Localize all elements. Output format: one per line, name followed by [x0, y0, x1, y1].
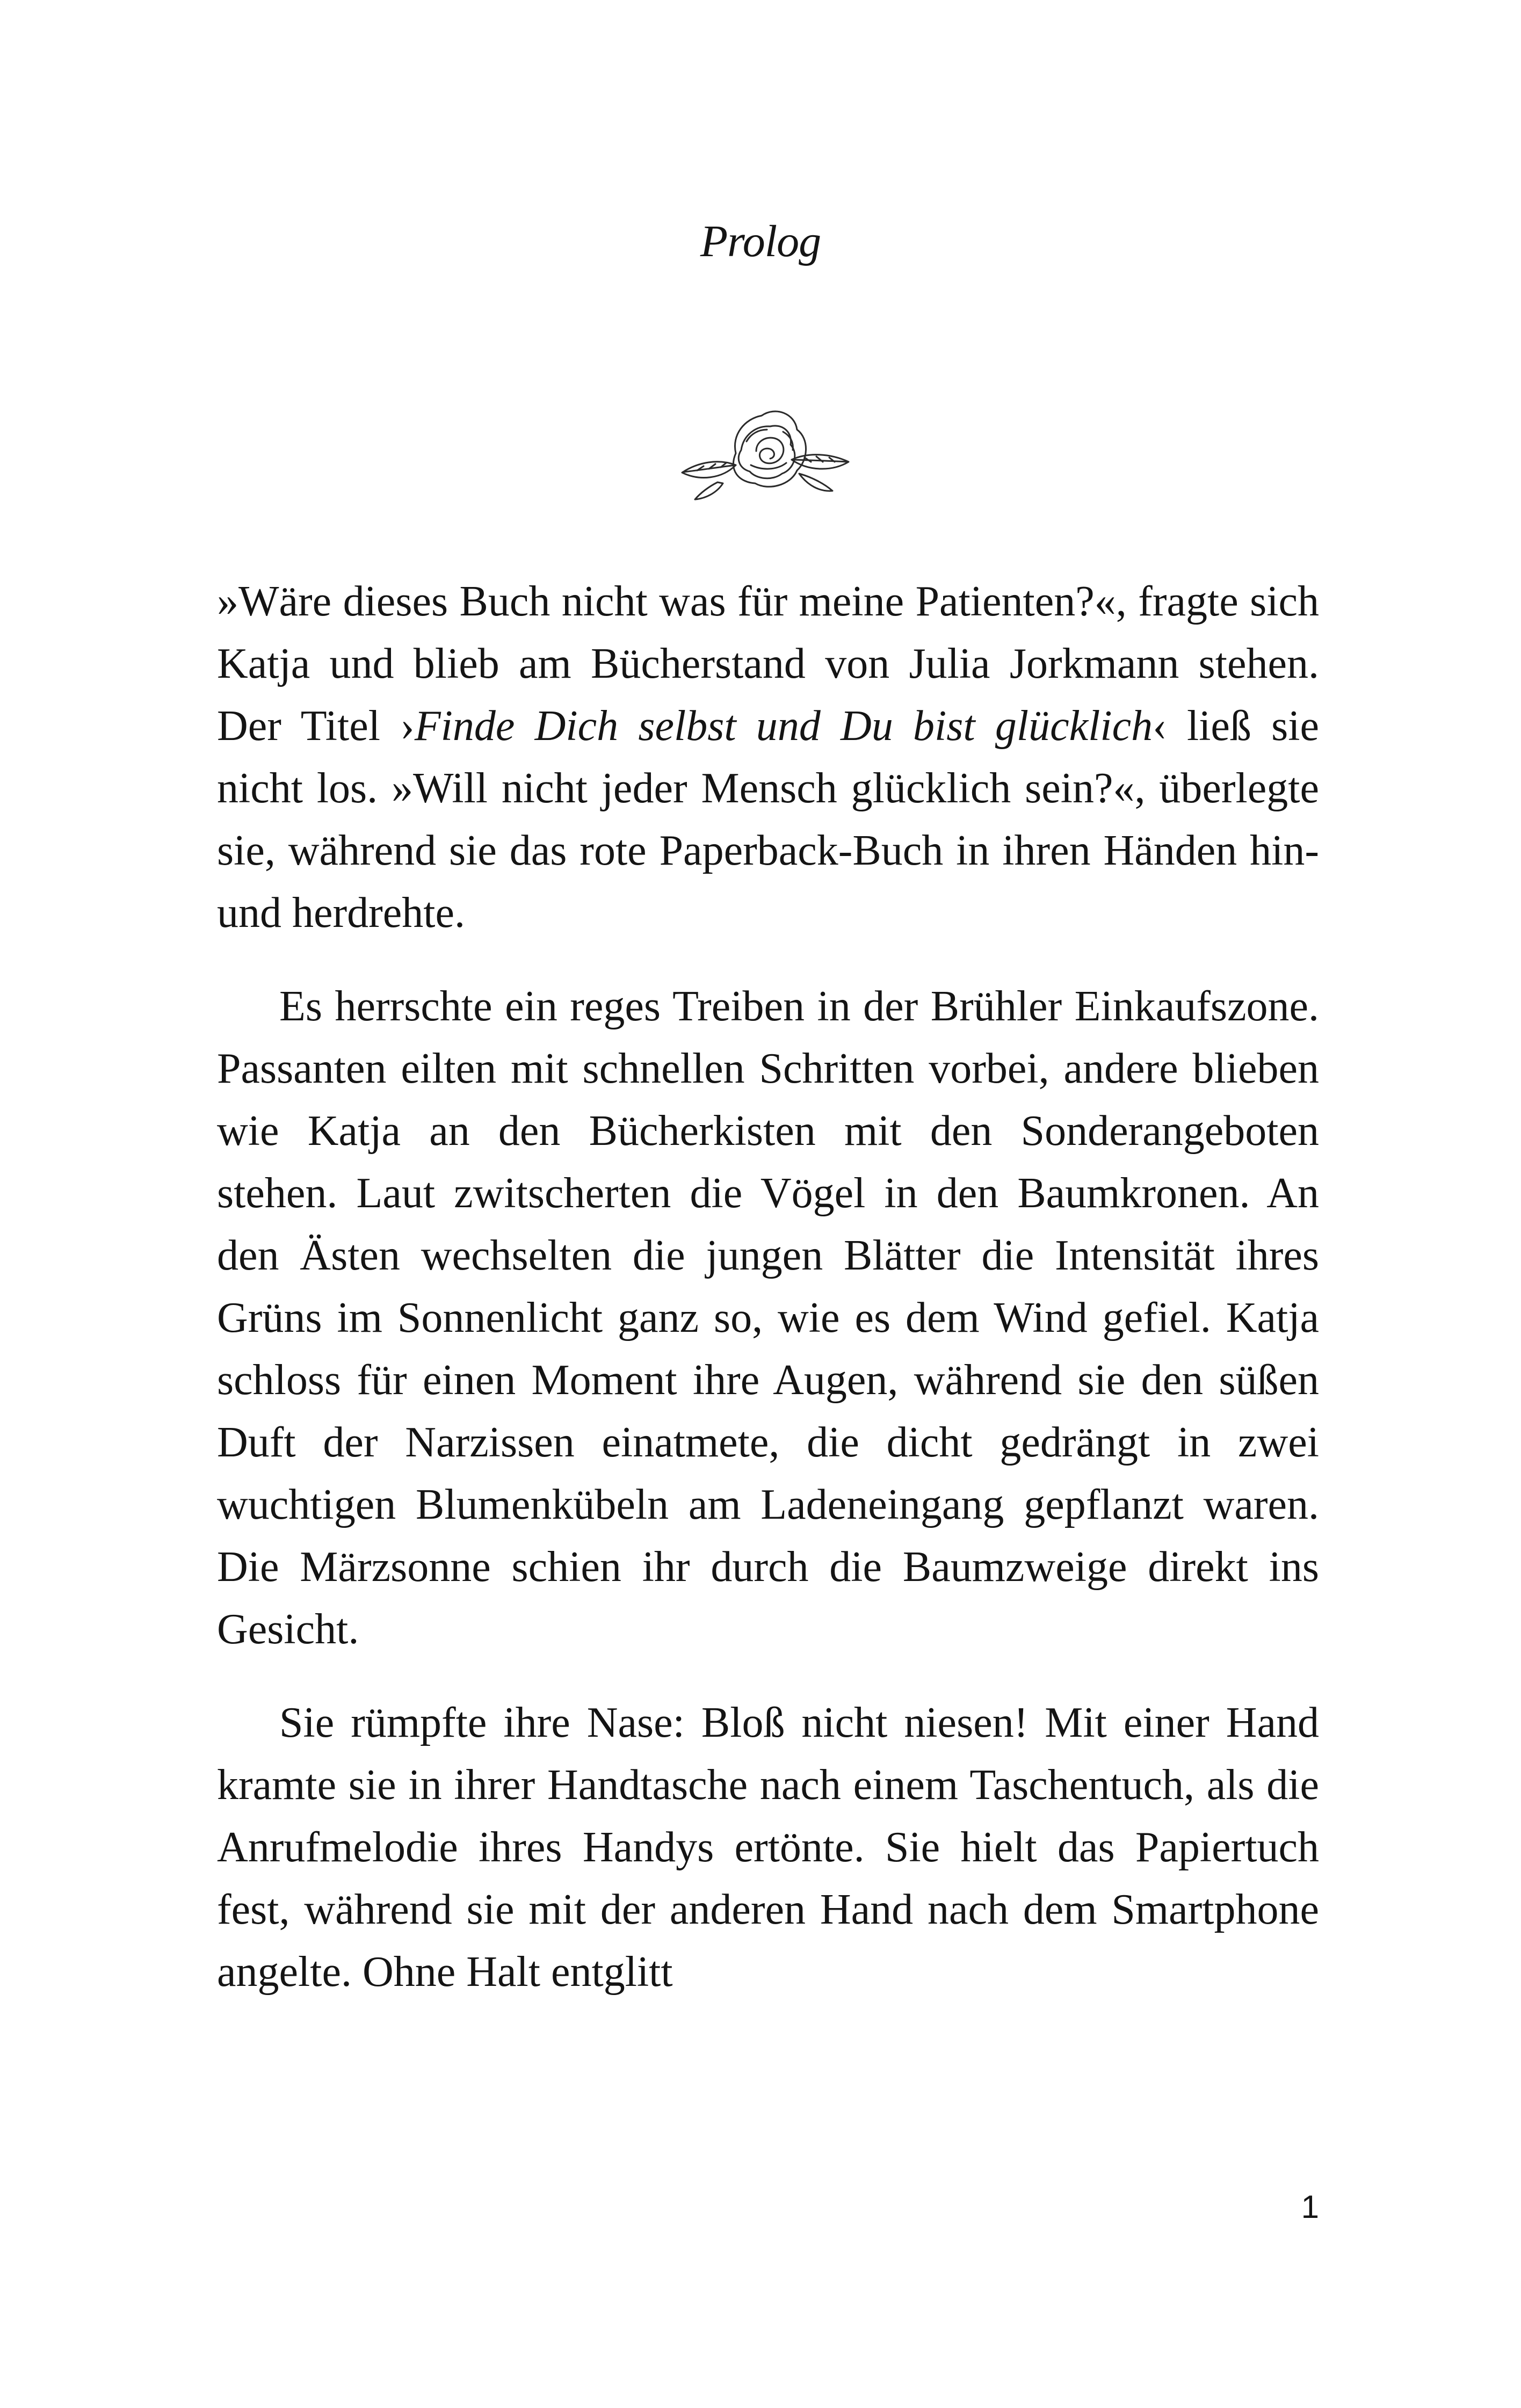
prologue-body — [217, 570, 1319, 2003]
rose-ornament-icon — [676, 402, 853, 501]
chapter-title: Prolog — [700, 216, 821, 266]
paragraph-text: »Wäre dieses Buch nicht was für meine Patienten?«, fragte sich Katja und blieb am Bücherstand von Julia Jorkmann stehen. Der Titel › — [217, 578, 1319, 750]
book-title: Finde Dich selbst und Du bist glücklich — [414, 702, 1153, 750]
paragraph: Es herrschte ein reges Treiben in der Brühler Einkaufszone. Passanten eilten mit schnellen Schritten vorbei, andere blieben wie Katja an den Bücherkisten mit den Sonderangeboten stehen. Laut zwitscherten die Vögel in den Baumkronen. An den Ästen wechselten die jungen Blätter die Intensität ihres Grüns im Sonnenlicht ganz so, wie es dem Wind gefiel. Katja schloss für einen Moment ihre Augen, während sie den süßen Duft der Narzissen einatmete, die dicht gedrängt in zwei wuchtigen Blumenkübeln am Ladeneingang gepflanzt waren. Die Märzsonne schien ihr durch die Baumzweige direkt ins Gesicht. — [217, 983, 1319, 1653]
paragraph: Sie rümpfte ihre Nase: Bloß nicht niesen! Mit einer Hand kramte sie in ihrer Handtasche nach einem Taschentuch, als die Anrufmelodie ihres Handys ertönte. Sie hielt das Papiertuch fest, während sie mit der anderen Hand nach dem Smartphone angelte. Ohne Halt entglitt — [217, 1699, 1319, 1996]
paragraph-text: ‹ ließ sie nicht los. »Will nicht jeder Mensch glücklich sein?«, überlegte sie, während sie das rote Paperback-Buch in ihren Händen hin- und herdrehte. — [217, 702, 1319, 937]
paragraph — [217, 570, 1319, 944]
page-number: 1 — [1301, 2189, 1319, 2225]
